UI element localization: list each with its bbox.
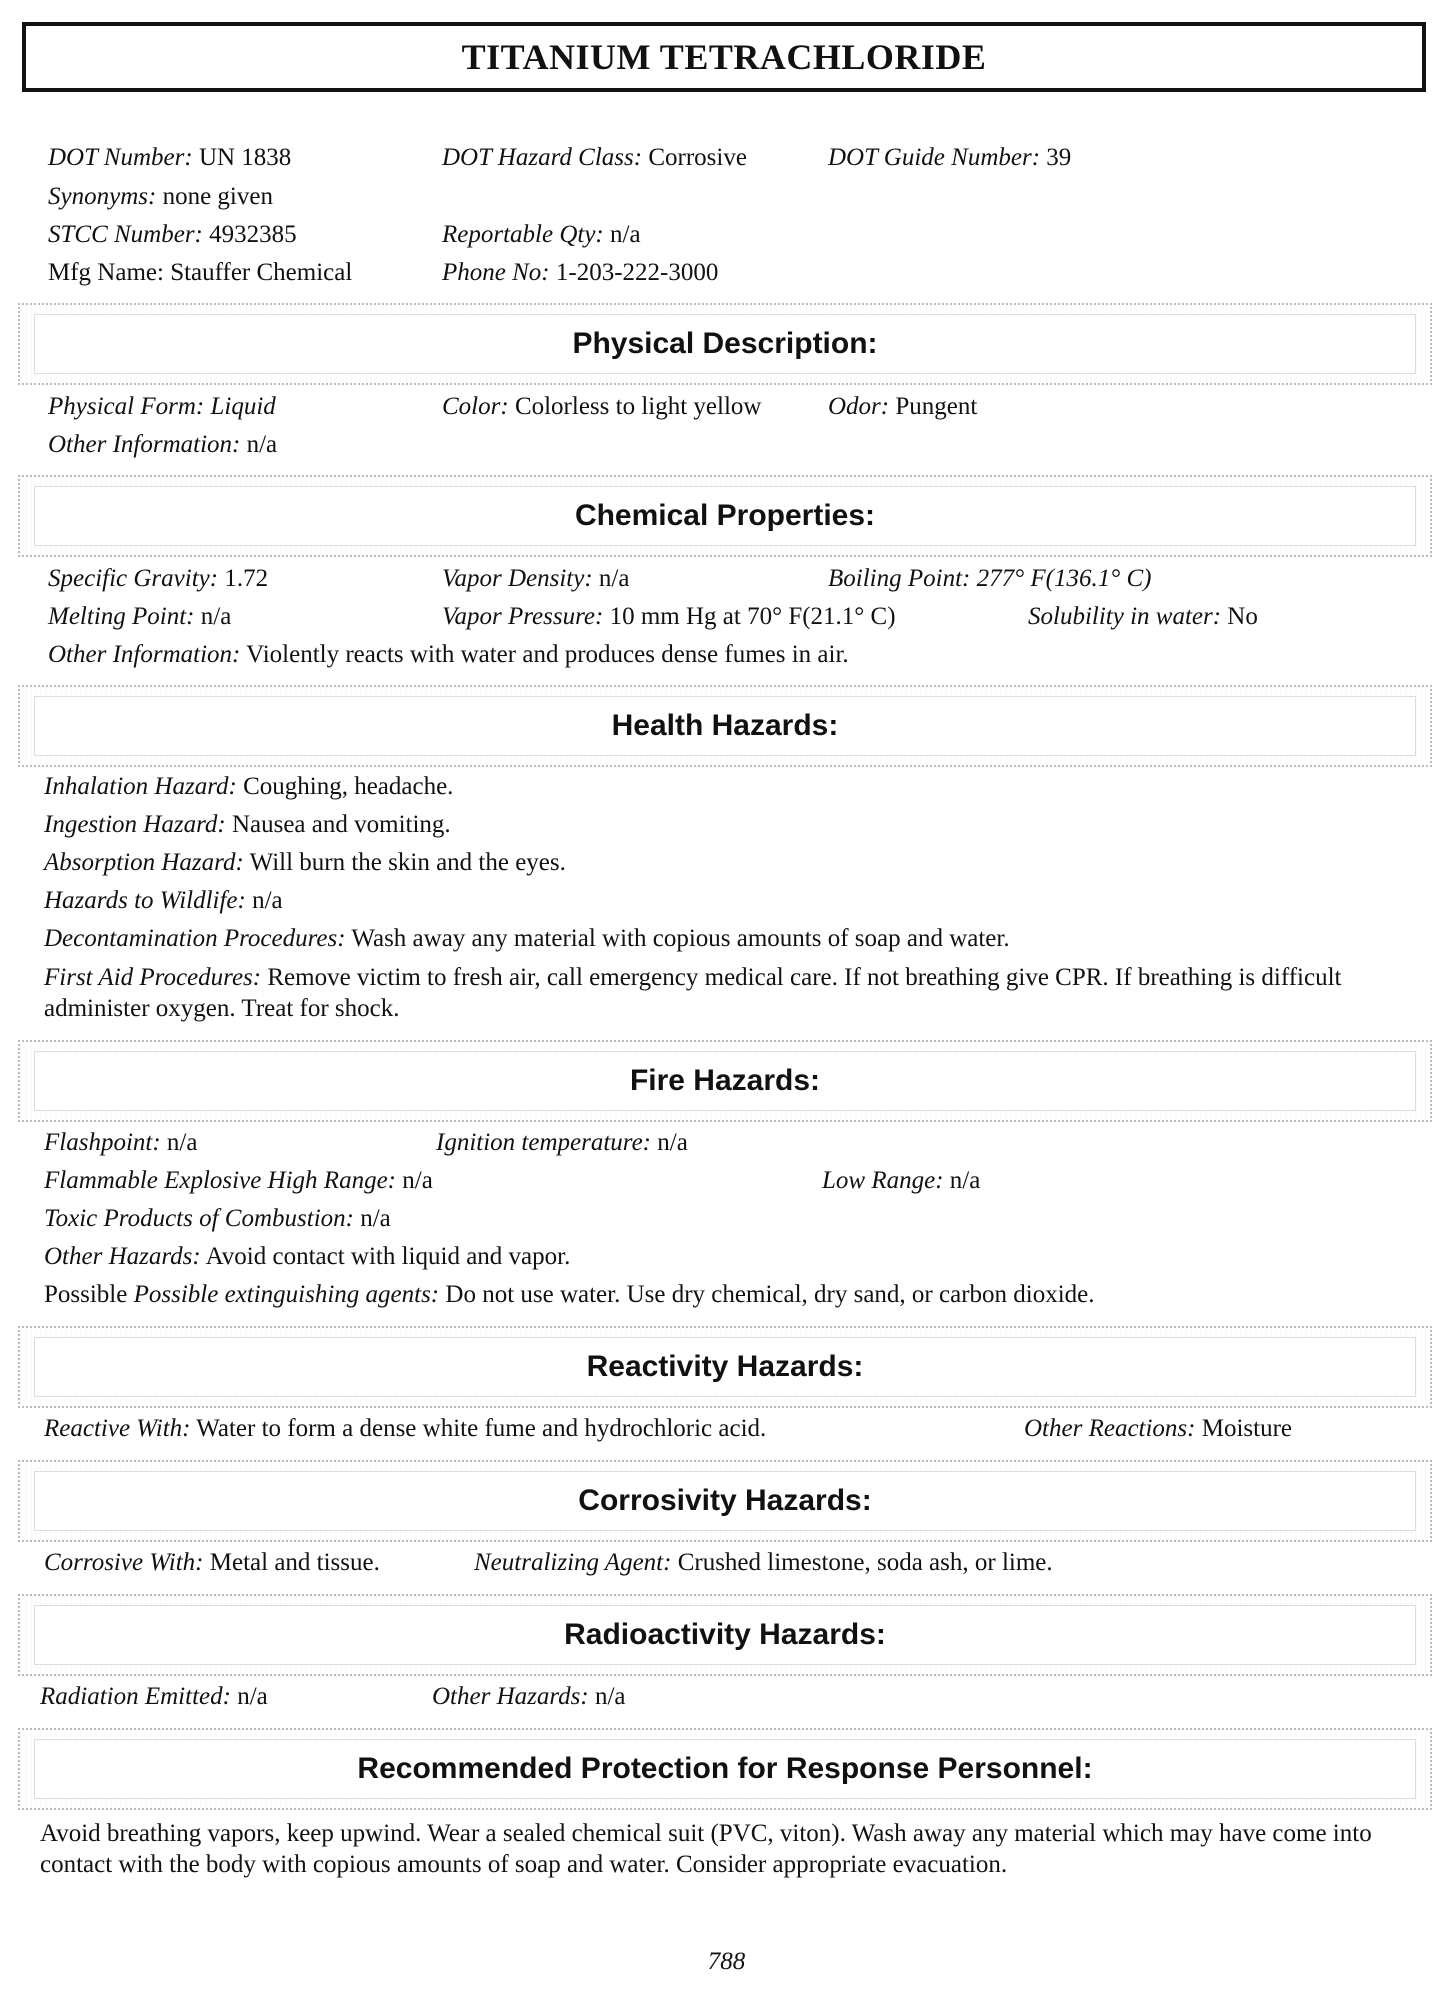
radioactivity-heading: Radioactivity Hazards: — [564, 1618, 886, 1651]
inhalation-label: Inhalation Hazard: — [44, 773, 237, 800]
absorption-label: Absorption Hazard: — [44, 849, 244, 876]
solubility-row — [1028, 602, 1258, 632]
extinguishing-prefix: Possible — [44, 1281, 128, 1308]
other-reactions-value: Moisture — [1201, 1415, 1293, 1442]
radio-other-label: Other Hazards: — [432, 1683, 589, 1710]
chemical-heading: Chemical Properties: — [574, 499, 876, 532]
reactive-with-value: Water to form a dense white fume and hydrochloric acid. — [196, 1415, 767, 1442]
stcc-label: STCC Number: — [48, 221, 203, 248]
protection-text: Avoid breathing vapors, keep upwind. Wear a sealed chemical suit (PVC, viton). Wash away any material which may have come into contact with the body with copious amounts of soap and water. Consider appropriate evacuation. — [40, 1820, 1372, 1878]
extinguishing-value: Do not use water. Use dry chemical, dry sand, or carbon dioxide. — [445, 1281, 1095, 1308]
absorption-value: Will burn the skin and the eyes. — [249, 849, 566, 876]
specific-gravity-label: Specific Gravity: — [48, 565, 219, 592]
page-number: 788 — [707, 1948, 746, 1975]
chemical-other-value: Violently reacts with water and produces dense fumes in air. — [246, 641, 849, 668]
other-reactions-row — [1024, 1414, 1292, 1444]
chemical-other-label: Other Information: — [48, 641, 241, 668]
synonyms-row — [48, 182, 273, 212]
fire-heading: Fire Hazards: — [629, 1064, 821, 1097]
neutralizing-row — [474, 1548, 1053, 1578]
synonyms-label: Synonyms: — [48, 183, 157, 210]
low-range-row — [822, 1166, 980, 1196]
fire-heading-band — [18, 1040, 1432, 1122]
corrosive-with-row — [44, 1548, 380, 1578]
flammable-high-row — [44, 1166, 433, 1196]
fire-other-row — [44, 1242, 570, 1272]
flashpoint-value: n/a — [166, 1129, 198, 1156]
title-box — [22, 22, 1426, 92]
specific-gravity-row — [48, 564, 268, 594]
ingestion-label: Ingestion Hazard: — [44, 811, 226, 838]
low-range-label: Low Range: — [822, 1167, 944, 1194]
decontamination-label: Decontamination Procedures: — [44, 925, 346, 952]
toxic-products-label: Toxic Products of Combustion: — [44, 1205, 354, 1232]
reactive-with-label: Reactive With: — [44, 1415, 191, 1442]
first-aid-value: Remove victim to fresh air, call emergency medical care. If not breathing give CPR. If breathing is difficult administer oxygen. Treat for shock. — [44, 964, 1342, 1022]
radiation-emitted-row — [40, 1682, 268, 1712]
health-heading-band — [18, 685, 1432, 767]
first-aid-row — [44, 962, 1414, 1024]
solubility-value: No — [1227, 603, 1258, 630]
flashpoint-row — [44, 1128, 197, 1158]
dot-number-label: DOT Number: — [48, 144, 193, 171]
specific-gravity-value: 1.72 — [224, 565, 269, 592]
vapor-density-row — [442, 564, 629, 594]
stcc-row — [48, 220, 297, 250]
radio-other-value: n/a — [594, 1683, 626, 1710]
chemical-other-row — [48, 640, 849, 670]
dot-guide-number-row — [828, 143, 1071, 173]
corrosive-with-value: Metal and tissue. — [209, 1549, 380, 1576]
vapor-density-label: Vapor Density: — [442, 565, 593, 592]
wildlife-label: Hazards to Wildlife: — [44, 887, 246, 914]
vapor-pressure-label: Vapor Pressure: — [442, 603, 604, 630]
color-label: Color: — [442, 393, 509, 420]
melting-point-value: n/a — [200, 603, 232, 630]
flashpoint-label: Flashpoint: — [44, 1129, 161, 1156]
ingestion-row — [44, 810, 451, 840]
odor-value: Pungent — [895, 393, 978, 420]
dot-guide-number-label: DOT Guide Number: — [828, 144, 1041, 171]
phone-value: 1-203-222-3000 — [555, 259, 719, 286]
vapor-pressure-row — [442, 602, 896, 632]
inhalation-row — [44, 772, 453, 802]
extinguishing-row — [44, 1280, 1095, 1310]
ignition-label: Ignition temperature: — [436, 1129, 652, 1156]
dot-number-row — [48, 143, 291, 173]
other-reactions-label: Other Reactions: — [1024, 1415, 1196, 1442]
ingestion-value: Nausea and vomiting. — [231, 811, 451, 838]
decontamination-value: Wash away any material with copious amounts of soap and water. — [351, 925, 1010, 952]
wildlife-value: n/a — [252, 887, 283, 914]
stcc-value: 4932385 — [209, 221, 297, 248]
first-aid-label: First Aid Procedures: — [44, 964, 262, 991]
dot-hazard-class-value: Corrosive — [648, 144, 747, 171]
low-range-value: n/a — [949, 1167, 981, 1194]
physical-other-label: Other Information: — [48, 431, 241, 458]
odor-row — [828, 392, 977, 422]
protection-heading-band — [18, 1728, 1432, 1810]
extinguishing-label: Possible extinguishing agents: — [133, 1281, 440, 1308]
wildlife-row — [44, 886, 283, 916]
radiation-emitted-value: n/a — [237, 1683, 268, 1710]
reportable-qty-row — [442, 220, 641, 250]
physical-other-value: n/a — [246, 431, 278, 458]
protection-heading: Recommended Protection for Response Personnel: — [357, 1752, 1093, 1785]
melting-point-row — [48, 602, 231, 632]
absorption-row — [44, 848, 566, 878]
neutralizing-label: Neutralizing Agent: — [474, 1549, 672, 1576]
phone-row — [442, 258, 718, 288]
synonyms-value: none given — [162, 183, 273, 210]
document-title: TITANIUM TETRACHLORIDE — [461, 37, 987, 77]
physical-heading: Physical Description: — [572, 327, 878, 360]
flammable-high-label: Flammable Explosive High Range: — [44, 1167, 396, 1194]
corrosivity-heading: Corrosivity Hazards: — [578, 1484, 872, 1517]
fire-other-value: Avoid contact with liquid and vapor. — [205, 1243, 571, 1270]
decontamination-row — [44, 924, 1010, 954]
color-row — [442, 392, 761, 422]
mfg-name: Mfg Name: Stauffer Chemical — [48, 259, 353, 286]
melting-point-label: Melting Point: — [48, 603, 195, 630]
solubility-label: Solubility in water: — [1028, 603, 1222, 630]
radioactivity-heading-band — [18, 1594, 1432, 1676]
boiling-point: Boiling Point: 277° F(136.1° C) — [828, 565, 1152, 592]
physical-other-row — [48, 430, 277, 460]
ignition-row — [436, 1128, 688, 1158]
fire-other-label: Other Hazards: — [44, 1243, 201, 1270]
ignition-value: n/a — [657, 1129, 688, 1156]
toxic-products-row — [44, 1204, 391, 1234]
dot-hazard-class-label: DOT Hazard Class: — [442, 144, 643, 171]
reportable-qty-value: n/a — [610, 221, 641, 248]
chemical-heading-band — [18, 475, 1432, 557]
color-value: Colorless to light yellow — [514, 393, 762, 420]
reportable-qty-label: Reportable Qty: — [442, 221, 604, 248]
corrosive-with-label: Corrosive With: — [44, 1549, 204, 1576]
radiation-emitted-label: Radiation Emitted: — [40, 1683, 231, 1710]
reactive-with-row — [44, 1414, 766, 1444]
inhalation-value: Coughing, headache. — [243, 773, 454, 800]
odor-label: Odor: — [828, 393, 890, 420]
flammable-high-value: n/a — [402, 1167, 433, 1194]
vapor-pressure-value: 10 mm Hg at 70° F(21.1° C) — [609, 603, 896, 630]
toxic-products-value: n/a — [360, 1205, 391, 1232]
dot-hazard-class-row — [442, 143, 747, 173]
reactivity-heading: Reactivity Hazards: — [586, 1350, 864, 1383]
reactivity-heading-band — [18, 1326, 1432, 1408]
radio-other-row — [432, 1682, 626, 1712]
dot-number-value: UN 1838 — [198, 144, 292, 171]
physical-heading-band — [18, 303, 1432, 385]
health-heading: Health Hazards: — [611, 709, 839, 742]
vapor-density-value: n/a — [598, 565, 630, 592]
physical-form: Physical Form: Liquid — [48, 393, 276, 420]
phone-label: Phone No: — [442, 259, 550, 286]
corrosivity-heading-band — [18, 1460, 1432, 1542]
neutralizing-value: Crushed limestone, soda ash, or lime. — [677, 1549, 1053, 1576]
dot-guide-number-value: 39 — [1046, 144, 1072, 171]
